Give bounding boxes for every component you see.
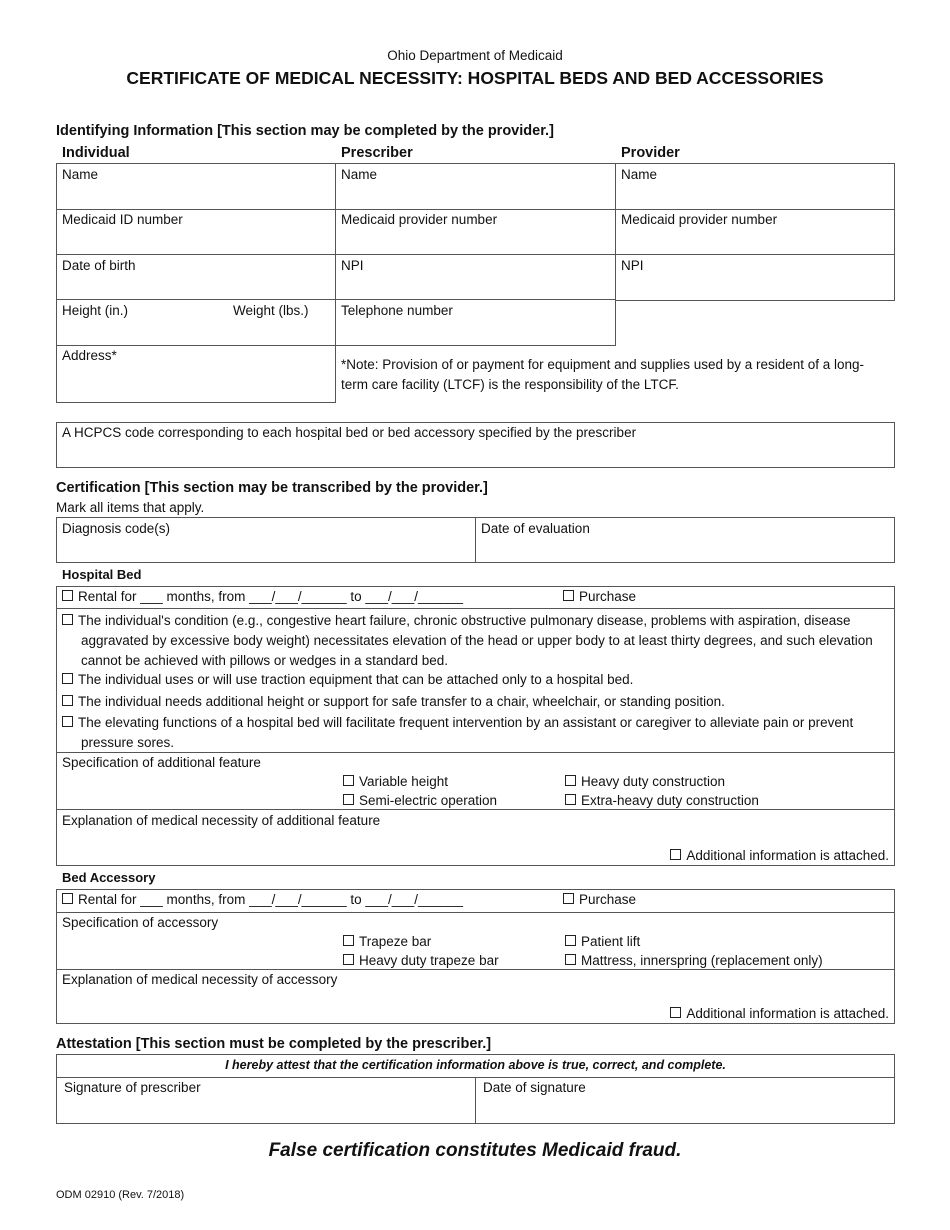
individual-dob-label: Date of birth (62, 258, 136, 273)
feature-label: Heavy duty construction (581, 774, 726, 789)
prescriber-provider-number-label: Medicaid provider number (341, 212, 498, 227)
fraud-warning: False certification constitutes Medicaid fraud. (268, 1140, 682, 1161)
checkbox-icon[interactable] (62, 893, 73, 904)
accessory-label: Mattress, innerspring (replacement only) (581, 953, 823, 968)
provider-name-label: Name (621, 167, 658, 182)
form-title: CERTIFICATE OF MEDICAL NECESSITY: HOSPITAL BEDS AND BED ACCESSORIES (126, 68, 824, 88)
checkbox-icon[interactable] (343, 935, 354, 946)
feature-label: Semi-electric operation (359, 793, 498, 808)
prescriber-phone-label: Telephone number (341, 303, 453, 318)
checkbox-icon[interactable] (62, 673, 73, 684)
hospital-bed-criterion-1[interactable] (62, 611, 891, 671)
hospital-bed-criterion-3[interactable] (62, 692, 891, 712)
prescriber-npi-field[interactable] (335, 254, 616, 300)
accessory-purchase-label: Purchase (579, 892, 637, 907)
accessory-spec-label: Specification of accessory (62, 915, 219, 930)
criterion-text: The elevating functions of a hospital bed will facilitate frequent intervention by an assistant or caregiver to alleviate pain or prevent pressure sores. (78, 715, 854, 750)
accessory-rental-option[interactable] (62, 892, 463, 908)
checkbox-icon[interactable] (565, 935, 576, 946)
individual-heading: Individual (62, 145, 130, 161)
checkbox-icon[interactable] (563, 893, 574, 904)
feature-label: Variable height (359, 774, 449, 789)
accessory-rental-label: Rental for ___ months, from ___/___/______ to ___/___/______ (78, 892, 464, 907)
individual-height-label: Height (in.) (62, 303, 129, 318)
prescriber-heading: Prescriber (341, 145, 413, 161)
hospital-bed-purchase-label: Purchase (579, 589, 637, 604)
criterion-text: The individual's condition (e.g., congestive heart failure, chronic obstructive pulmonary disease, problems with aspiration, disease aggravated by excessive body weight) necessitates elevation of the head or upper body to at least thirty degrees, and such elevation cannot be achieved with pillows or wedges in a standard bed. (78, 613, 873, 668)
individual-name-label: Name (62, 167, 99, 182)
attached-label: Additional information is attached. (686, 1006, 889, 1021)
prescriber-signature-field[interactable] (57, 1096, 474, 1123)
bed-accessory-heading: Bed Accessory (62, 870, 156, 885)
diagnosis-code-label: Diagnosis code(s) (62, 521, 171, 536)
hospital-bed-rental-option[interactable] (62, 589, 463, 605)
criterion-text: The individual uses or will use traction equipment that can be attached only to a hospital bed. (78, 672, 634, 687)
accessory-trapeze-bar[interactable] (343, 934, 431, 950)
checkbox-icon[interactable] (343, 775, 354, 786)
agency-name: Ohio Department of Medicaid (387, 48, 563, 63)
checkbox-icon[interactable] (62, 695, 73, 706)
accessory-label: Trapeze bar (359, 934, 432, 949)
hospital-bed-criterion-2[interactable] (62, 670, 891, 690)
feature-explanation-label: Explanation of medical necessity of additional feature (62, 813, 381, 828)
checkbox-icon[interactable] (565, 775, 576, 786)
signature-date-label: Date of signature (483, 1080, 586, 1095)
accessory-attached-option[interactable] (670, 1006, 889, 1022)
attached-label: Additional information is attached. (686, 848, 889, 863)
prescriber-signature-label: Signature of prescriber (64, 1080, 201, 1095)
ltcf-note: *Note: Provision of or payment for equipment and supplies used by a resident of a long-term care facility (LTCF) is the responsibility of the LTCF. (341, 357, 865, 392)
individual-medicaid-id-label: Medicaid ID number (62, 212, 183, 227)
prescriber-name-field[interactable] (335, 163, 616, 210)
divider (56, 912, 895, 913)
accessory-patient-lift[interactable] (565, 934, 640, 950)
provider-heading: Provider (621, 145, 680, 161)
feature-semi-electric[interactable] (343, 793, 497, 809)
checkbox-icon[interactable] (670, 849, 681, 860)
accessory-label: Heavy duty trapeze bar (359, 953, 499, 968)
feature-extra-heavy-duty[interactable] (565, 793, 759, 809)
accessory-mattress[interactable] (565, 953, 823, 969)
certification-heading: Certification [This section may be transcribed by the provider.] (56, 480, 488, 496)
form-number: ODM 02910 (Rev. 7/2018) (56, 1189, 185, 1201)
feature-label: Extra-heavy duty construction (581, 793, 759, 808)
additional-feature-spec-label: Specification of additional feature (62, 755, 261, 770)
divider (56, 608, 895, 609)
feature-heavy-duty[interactable] (565, 774, 725, 790)
provider-npi-field[interactable] (615, 254, 895, 301)
provider-npi-label: NPI (621, 258, 644, 273)
hospital-bed-heading: Hospital Bed (62, 567, 142, 582)
hospital-bed-rental-label: Rental for ___ months, from ___/___/______ to ___/___/______ (78, 589, 464, 604)
hospital-bed-criterion-4[interactable] (62, 713, 891, 753)
provider-provider-number-label: Medicaid provider number (621, 212, 778, 227)
attestation-statement: I hereby attest that the certification information above is true, correct, and complete. (225, 1058, 726, 1072)
accessory-purchase-option[interactable] (563, 892, 636, 908)
checkbox-icon[interactable] (62, 716, 73, 727)
feature-variable-height[interactable] (343, 774, 448, 790)
checkbox-icon[interactable] (62, 590, 73, 601)
signature-date-field[interactable] (476, 1096, 894, 1123)
attestation-heading: Attestation [This section must be completed by the prescriber.] (56, 1036, 492, 1052)
date-of-evaluation-label: Date of evaluation (481, 521, 590, 536)
hospital-bed-purchase-option[interactable] (563, 589, 636, 605)
checkbox-icon[interactable] (670, 1007, 681, 1018)
checkbox-icon[interactable] (563, 590, 574, 601)
identifying-heading: Identifying Information [This section may be completed by the provider.] (56, 123, 554, 139)
accessory-explanation-label: Explanation of medical necessity of accessory (62, 972, 338, 987)
checkbox-icon[interactable] (565, 794, 576, 805)
checkbox-icon[interactable] (343, 794, 354, 805)
checkbox-icon[interactable] (343, 954, 354, 965)
accessory-label: Patient lift (581, 934, 641, 949)
prescriber-name-label: Name (341, 167, 378, 182)
checkbox-icon[interactable] (62, 614, 73, 625)
criterion-text: The individual needs additional height or support for safe transfer to a chair, wheelchair, or standing position. (78, 694, 725, 709)
checkbox-icon[interactable] (565, 954, 576, 965)
accessory-heavy-duty-trapeze[interactable] (343, 953, 499, 969)
individual-weight-label: Weight (lbs.) (233, 303, 309, 318)
certification-instruction: Mark all items that apply. (56, 500, 205, 515)
hcpcs-label: A HCPCS code corresponding to each hospital bed or bed accessory specified by the prescriber (62, 425, 637, 440)
prescriber-npi-label: NPI (341, 258, 364, 273)
individual-address-label: Address* (62, 348, 117, 363)
feature-attached-option[interactable] (670, 848, 889, 864)
